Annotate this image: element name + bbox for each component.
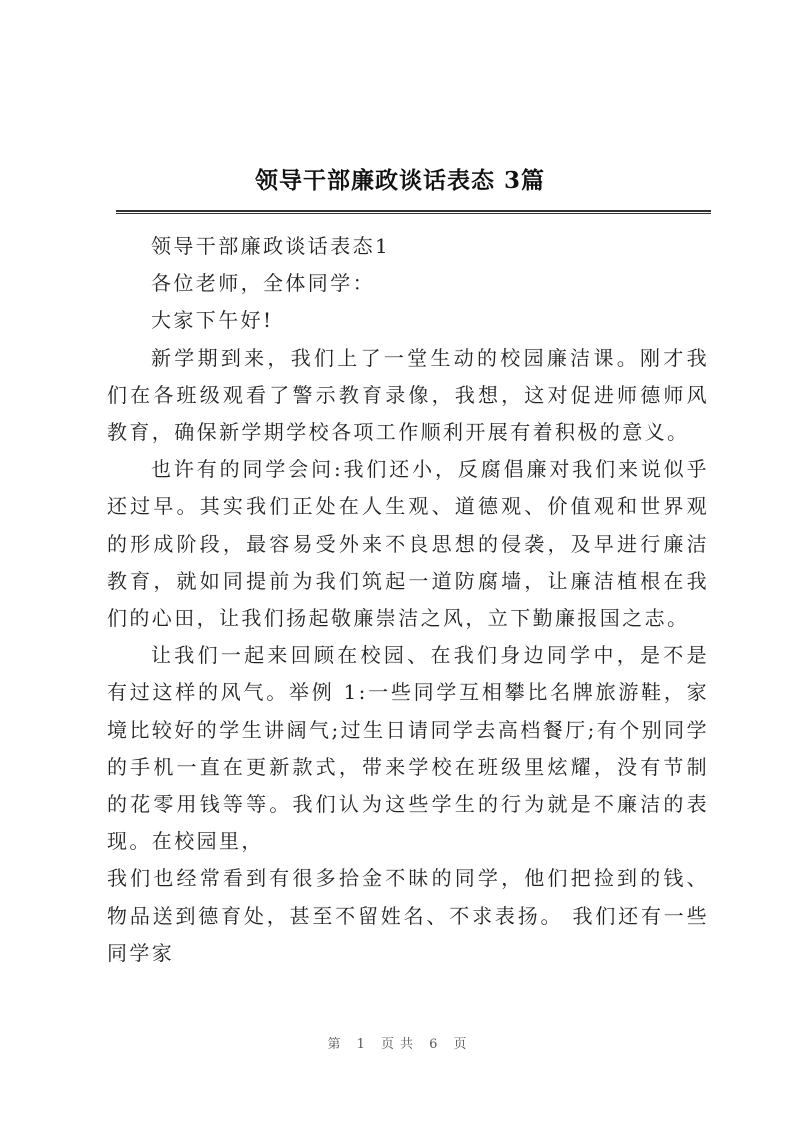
title-divider: [116, 210, 711, 214]
document-body: [107, 228, 709, 972]
body-paragraph-4: 我们也经常看到有很多拾金不昧的同学，他们把捡到的钱、物品送到德育处，甚至不留姓名、不求表扬。 我们还有一些同学家: [107, 866, 709, 965]
body-paragraph-1: 新学期到来，我们上了一堂生动的校园廉洁课。刚才我们在各班级观看了警示教育录像，我想，这对促进师德师风教育，确保新学期学校各项工作顺利开展有着积极的意义。: [107, 345, 709, 445]
body-paragraph-3: 让我们一起来回顾在校园、在我们身边同学中，是不是有过这样的风气。举例 1:一些同学互相攀比名牌旅游鞋，家境比较好的学生讲阔气;过生日请同学去高档餐厅;有个别同学的手机一直在更新款式，带来学校在班级里炫耀，没有节制的花零用钱等等。我们认为这些学生的行为就是不廉洁的表现。在校园里，: [107, 643, 709, 854]
section-heading: 领导干部廉政谈话表态1: [151, 234, 391, 258]
body-paragraph-2: 也许有的同学会问:我们还小，反腐倡廉对我们来说似乎还过早。其实我们正处在人生观、道德观、价值观和世界观的形成阶段，最容易受外来不良思想的侵袭，及早进行廉洁教育，就如同提前为我们筑起一道防腐墙，让廉洁植根在我们的心田，让我们扬起敬廉崇洁之风，立下勤廉报国之志。: [107, 457, 709, 631]
greeting: 大家下午好!: [151, 308, 274, 333]
page-title: 领导干部廉政谈话表态 3篇: [254, 167, 545, 194]
salutation: 各位老师，全体同学：: [151, 271, 375, 296]
page-number-footer: 第 1 页共 6 页: [327, 1037, 473, 1052]
